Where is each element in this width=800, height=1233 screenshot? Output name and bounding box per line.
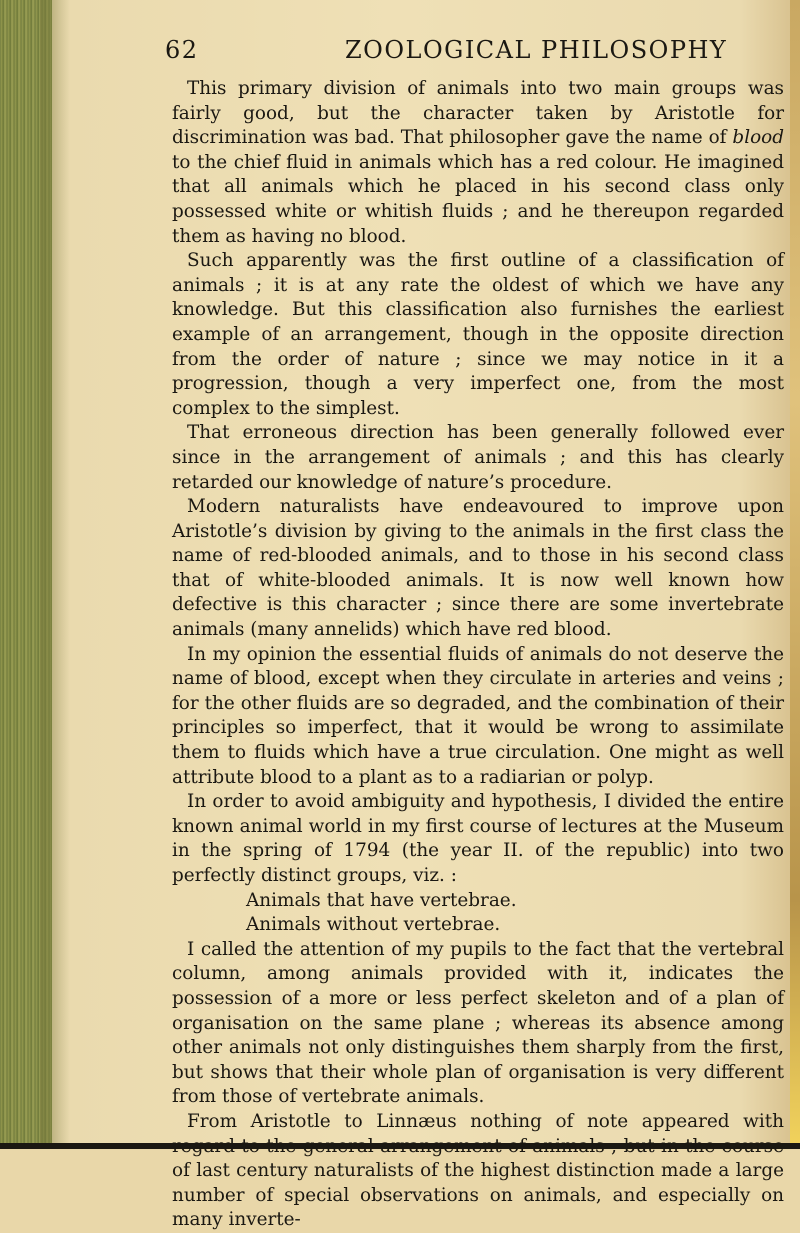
paragraph-1: This primary division of animals into two main groups was fairly good, but the character taken by Aristotle for discrimination was bad. That philosopher gave the name of blood to the chief fluid in animals which has a red colour. He imagined that all animals which he placed in his second class only possessed white or whitish fluids ; and he thereupon regarded them as having no blood. — [172, 78, 784, 247]
paragraph-6: In order to avoid ambiguity and hypothesis, I divided the entire known animal world in my first course of lectures at the Museum in the spring of 1794 (the year II. of the republic) into two perfectly distinct groups, viz. : — [172, 791, 784, 886]
gutter-shadow — [40, 0, 70, 1149]
page-number: 62 — [165, 36, 199, 64]
emphasis-blood: blood — [732, 127, 784, 149]
classification-vertebrates: Animals that have vertebrae. — [246, 889, 517, 911]
page-edge-right — [790, 0, 800, 1149]
paragraph-2: Such apparently was the first outline of a classification of animals ; it is at any rate the oldest of which we have any knowledge. But this classification also furnishes the earliest example of an arrangement, though in the opposite direction from the order of nature ; since we may notice in it a progression, though a very imperfect one, from the most complex to the simplest. — [172, 250, 784, 419]
paragraph-3: That erroneous direction has been generally followed ever since in the arrangement of animals ; and this has clearly retarded our knowledge of nature’s procedure. — [172, 422, 784, 493]
paragraph-4: Modern naturalists have endeavoured to improve upon Aristotle’s division by giving to the animals in the first class the name of red-blooded animals, and to those in his second class that of white-blooded animals. It is now well known how defective is this character ; since there are some invertebrate animals (many annelids) which have red blood. — [172, 496, 784, 641]
paragraph-7: I called the attention of my pupils to the fact that the vertebral column, among animals provided with it, indicates the possession of a more or less perfect skeleton and of a plan of organisation on the same plane ; whereas its absence among other animals not only distinguishes them sharply from the first, but shows that their whole plan of organisation is very different from those of vertebrate animals. — [172, 938, 784, 1108]
classification-invertebrates: Animals without vertebrae. — [246, 914, 501, 936]
paragraph-8: From Aristotle to Linnæus nothing of note appeared with regard to the general arrangement of animals ; but in the course of last century naturalists of the highest distinction made a large number of special observations on animals, and especially on many inverte- — [172, 1110, 784, 1231]
body-text — [172, 77, 784, 1233]
running-head: ZOOLOGICAL PHILOSOPHY — [345, 36, 728, 64]
paragraph-5: In my opinion the essential fluids of animals do not deserve the name of blood, except when they circulate in arteries and veins ; for the other fluids are so degraded, and the combination of their principles so imperfect, that it would be wrong to assimilate them to fluids which have a true circulation. One might as well attribute blood to a plant as to a radiarian or polyp. — [172, 643, 784, 788]
